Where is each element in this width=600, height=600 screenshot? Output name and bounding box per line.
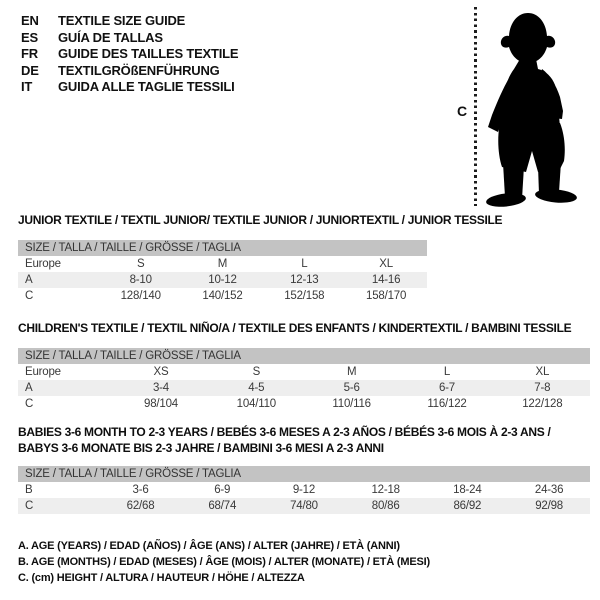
row-value: 8-10 xyxy=(100,272,182,288)
row-value: 92/98 xyxy=(508,498,590,514)
table-row-age xyxy=(18,380,590,396)
row-value: M xyxy=(217,258,228,270)
row-value: L xyxy=(301,258,308,270)
row-value: 12-13 xyxy=(263,272,345,288)
row-value: 10-12 xyxy=(182,272,264,288)
row-value: XL xyxy=(379,258,393,270)
table-row-height xyxy=(18,498,590,514)
table-row-height xyxy=(18,288,427,304)
row-value: 12-18 xyxy=(371,484,400,496)
row-value: 104/110 xyxy=(236,398,276,410)
children-section-title: CHILDREN'S TEXTILE / TEXTIL NIÑO/A / TEXTILE DES ENFANTS / KINDERTEXTIL / BAMBINI TESSILE xyxy=(18,321,572,335)
row-value: S xyxy=(136,258,145,270)
children-size-table xyxy=(18,348,590,412)
language-label: TEXTILE SIZE GUIDE xyxy=(58,13,186,28)
footnote-age-months: B. AGE (MONTHS) / EDAD (MESES) / ÂGE (MOIS) / ALTER (MONATE) / ETÀ (MESI) xyxy=(18,556,430,568)
language-label: TEXTILGRÖßENFÜHRUNG xyxy=(58,62,220,78)
size-table-header xyxy=(18,240,427,256)
row-label: Europe xyxy=(25,366,61,378)
row-value: 4-5 xyxy=(209,380,304,396)
row-label: C xyxy=(25,398,34,410)
language-code: FR xyxy=(21,46,38,61)
row-value: 14-16 xyxy=(345,272,427,288)
language-row-de xyxy=(21,63,238,80)
row-value: 98/104 xyxy=(144,398,178,410)
table-row-height xyxy=(18,396,590,412)
row-label: A xyxy=(18,272,100,288)
row-value: XL xyxy=(535,366,550,378)
row-value: 68/74 xyxy=(181,498,263,514)
row-value: L xyxy=(443,366,451,378)
row-value: 3-6 xyxy=(132,484,149,496)
row-value: 152/158 xyxy=(284,290,325,302)
size-header-label: SIZE / TALLA / TAILLE / GRÖSSE / TAGLIA xyxy=(18,240,427,256)
row-value: 110/116 xyxy=(332,398,371,410)
language-label: GUÍA DE TALLAS xyxy=(58,29,163,45)
size-table-header xyxy=(18,466,590,482)
language-row-it xyxy=(21,79,238,96)
row-value: 122/128 xyxy=(522,398,563,410)
row-value: 80/86 xyxy=(345,498,427,514)
row-value: S xyxy=(252,366,261,378)
row-value: XS xyxy=(153,366,169,378)
height-measure-label: C xyxy=(456,103,468,119)
language-label: GUIDA ALLE TAGLIE TESSILI xyxy=(58,79,235,94)
row-value: 5-6 xyxy=(304,380,399,396)
table-row-age xyxy=(18,272,427,288)
junior-section-title: JUNIOR TEXTILE / TEXTIL JUNIOR/ TEXTILE JUNIOR / JUNIORTEXTIL / JUNIOR TESSILE xyxy=(18,213,503,227)
row-value: 74/80 xyxy=(263,498,345,514)
language-code: ES xyxy=(21,29,38,45)
row-value: 6-9 xyxy=(214,484,231,496)
row-label: A xyxy=(18,380,113,396)
babies-title-line-1: BABIES 3-6 MONTH TO 2-3 YEARS / BEBÉS 3-6 MESES A 2-3 AÑOS / BÉBÉS 3-6 MOIS À 2-3 ANS / xyxy=(18,425,551,439)
table-row-age-months xyxy=(18,482,590,498)
babies-section-title xyxy=(18,424,550,456)
row-value: 86/92 xyxy=(427,498,509,514)
language-title-list xyxy=(21,13,238,96)
junior-size-table xyxy=(18,240,427,304)
language-code: DE xyxy=(21,62,39,78)
row-value: 3-4 xyxy=(113,380,208,396)
row-value: 62/68 xyxy=(100,498,182,514)
language-code: EN xyxy=(21,13,39,28)
babies-size-table xyxy=(18,466,590,514)
baby-silhouette-icon xyxy=(476,5,586,207)
row-label: C xyxy=(25,290,34,302)
row-value: 158/170 xyxy=(366,290,407,302)
row-value: 18-24 xyxy=(453,484,482,496)
language-row-en xyxy=(21,13,238,30)
row-value: 116/122 xyxy=(427,398,467,410)
table-row-europe xyxy=(18,256,427,272)
row-value: 7-8 xyxy=(495,380,590,396)
row-label: C xyxy=(18,498,100,514)
language-code: IT xyxy=(21,79,33,94)
language-row-es xyxy=(21,30,238,47)
language-row-fr xyxy=(21,46,238,63)
legend-footnotes xyxy=(18,538,430,586)
row-value: 6-7 xyxy=(399,380,494,396)
table-row-europe xyxy=(18,364,590,380)
row-label: Europe xyxy=(25,258,61,270)
size-header-label: SIZE / TALLA / TAILLE / GRÖSSE / TAGLIA xyxy=(18,348,590,364)
row-label: B xyxy=(25,484,33,496)
footnote-age-years: A. AGE (YEARS) / EDAD (AÑOS) / ÂGE (ANS) / ALTER (JAHRE) / ETÀ (ANNI) xyxy=(18,540,400,552)
footnote-height: C. (cm) HEIGHT / ALTURA / HAUTEUR / HÖHE / ALTEZZA xyxy=(18,572,305,584)
language-label: GUIDE DES TAILLES TEXTILE xyxy=(58,46,239,61)
size-table-header xyxy=(18,348,590,364)
row-value: 128/140 xyxy=(120,290,161,302)
size-header-label: SIZE / TALLA / TAILLE / GRÖSSE / TAGLIA xyxy=(18,466,590,482)
row-value: 24-36 xyxy=(534,484,564,496)
babies-title-line-2: BABYS 3-6 MONATE BIS 2-3 JAHRE / BAMBINI 3-6 MESI A 2-3 ANNI xyxy=(18,441,384,455)
row-value: M xyxy=(346,366,357,378)
row-value: 9-12 xyxy=(292,484,316,496)
row-value: 140/152 xyxy=(202,290,243,302)
